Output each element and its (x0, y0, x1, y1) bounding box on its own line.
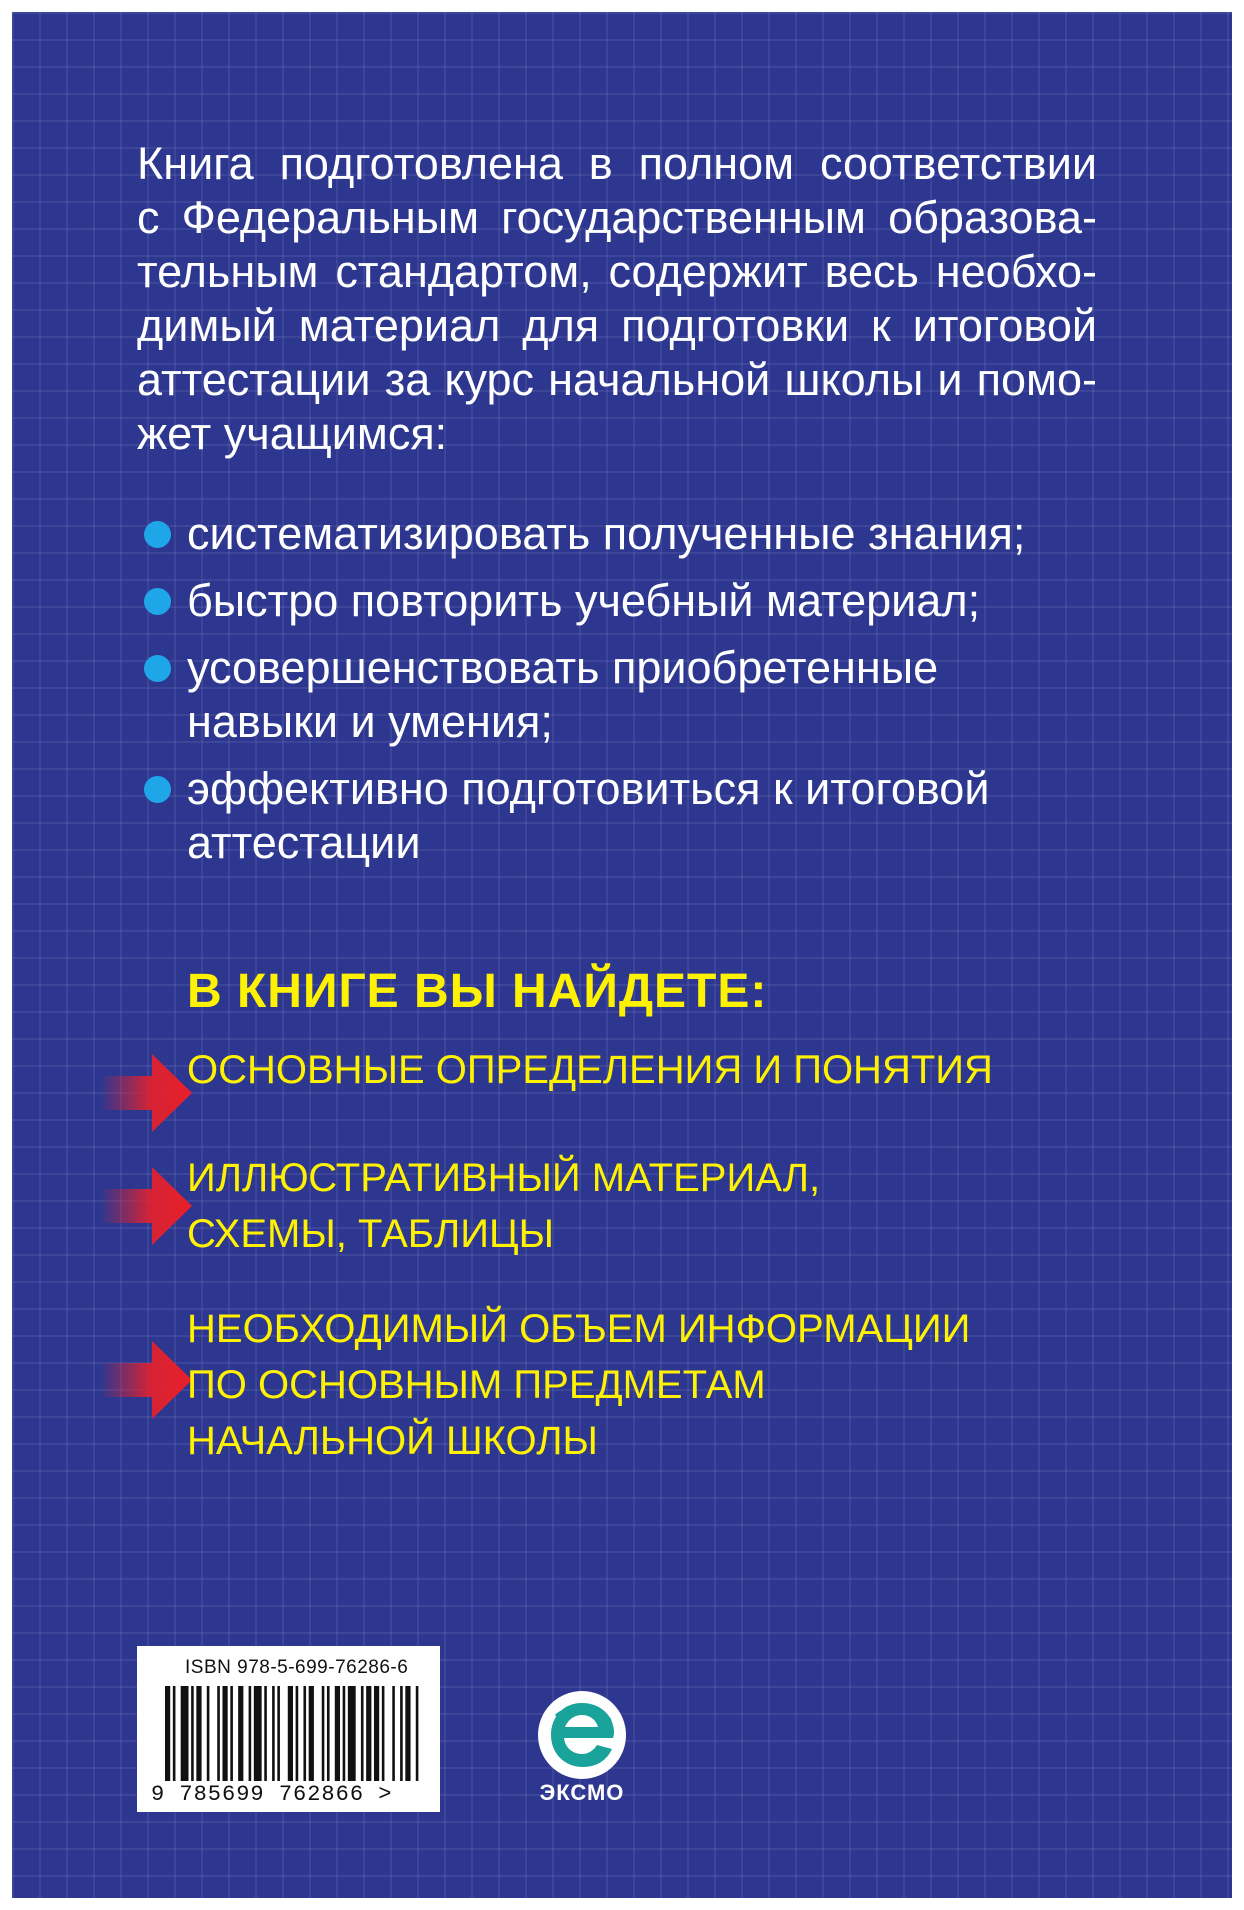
barcode-bar (361, 1686, 364, 1781)
barcode-bar (207, 1686, 210, 1781)
finds-heading: В КНИГЕ ВЫ НАЙДЕТЕ: (187, 965, 768, 1018)
intro-paragraph (137, 137, 1097, 461)
benefit-item (137, 507, 1137, 561)
benefit-line: навыки и умения; (187, 696, 553, 747)
intro-line: Книга подготовлена в полном соответствии (137, 138, 1097, 189)
intro-line: с Федеральным государственным образова- (137, 192, 1097, 243)
barcode-bar (264, 1686, 267, 1781)
benefit-line: быстро повторить учебный материал; (187, 575, 981, 626)
benefits-list (137, 507, 1137, 870)
benefit-item (137, 762, 1137, 870)
intro-line: димый материал для подготовки к итоговой (137, 300, 1097, 351)
find-item (187, 1301, 970, 1469)
barcode-digits: 9 785699 762866 > (151, 1782, 393, 1807)
barcode-bar (181, 1686, 189, 1781)
barcode-bar (254, 1686, 262, 1781)
barcode-bar (272, 1686, 275, 1781)
barcode-bar (416, 1686, 419, 1781)
barcode-bar (335, 1686, 340, 1781)
red-arrow-icon (100, 1054, 192, 1132)
bullet-dot-icon (144, 776, 171, 803)
find-line: ИЛЛЮСТРАТИВНЫЙ МАТЕРИАЛ, (187, 1156, 821, 1200)
barcode-bar (173, 1686, 176, 1781)
barcode-bar (322, 1686, 325, 1781)
barcode-bar (382, 1686, 385, 1781)
barcode-bar (249, 1686, 252, 1781)
isbn-text: ISBN 978-5-699-76286-6 (185, 1657, 409, 1678)
red-arrow-icon (100, 1341, 192, 1419)
barcode-bar (343, 1686, 346, 1781)
barcode-bar (309, 1686, 314, 1781)
back-cover (12, 12, 1232, 1898)
barcode-icon (165, 1686, 421, 1781)
barcode-bar (277, 1686, 280, 1781)
barcode-bar (222, 1686, 227, 1781)
barcode-bar (366, 1686, 371, 1781)
benefit-item (137, 641, 1137, 749)
publisher-name: ЭКСМО (539, 1780, 625, 1805)
find-item (187, 1042, 993, 1098)
bullet-dot-icon (144, 588, 171, 615)
barcode-bar (196, 1686, 201, 1781)
barcode-bar (348, 1686, 356, 1781)
intro-line: тельным стандартом, содержит весь необхо- (137, 246, 1097, 297)
intro-line: аттестации за курс начальной школы и помо- (137, 354, 1097, 405)
find-line: НАЧАЛЬНОЙ ШКОЛЫ (187, 1419, 598, 1463)
barcode-label (137, 1646, 440, 1812)
benefit-item (137, 574, 1137, 628)
barcode-bar (165, 1686, 170, 1781)
barcode-bar (400, 1686, 403, 1781)
find-line: ПО ОСНОВНЫМ ПРЕДМЕТАМ (187, 1363, 766, 1407)
barcode-bar (238, 1686, 243, 1781)
barcode-bar (191, 1686, 194, 1781)
barcode-bar (217, 1686, 220, 1781)
intro-line: жет учащимся: (137, 408, 448, 459)
barcode-bar (374, 1686, 379, 1781)
find-line: НЕОБХОДИМЫЙ ОБЪЕМ ИНФОРМАЦИИ (187, 1307, 971, 1351)
bullet-dot-icon (144, 521, 171, 548)
barcode-bar (230, 1686, 233, 1781)
benefit-line: эффективно подготовиться к итоговой (187, 763, 990, 814)
barcode-bar (288, 1686, 293, 1781)
barcode-bar (392, 1686, 395, 1781)
barcode-bar (296, 1686, 299, 1781)
barcode-bar (303, 1686, 306, 1781)
barcode-bar (327, 1686, 330, 1781)
benefit-line: усовершенствовать приобретенные (187, 642, 939, 693)
barcode-bar (405, 1686, 410, 1781)
bullet-dot-icon (144, 655, 171, 682)
red-arrow-icon (100, 1167, 192, 1245)
find-line: ОСНОВНЫЕ ОПРЕДЕЛЕНИЯ И ПОНЯТИЯ (187, 1048, 993, 1092)
find-line: СХЕМЫ, ТАБЛИЦЫ (187, 1212, 554, 1256)
benefit-line: аттестации (187, 817, 421, 868)
find-item (187, 1150, 820, 1262)
benefit-line: систематизировать полученные знания; (187, 508, 1026, 559)
